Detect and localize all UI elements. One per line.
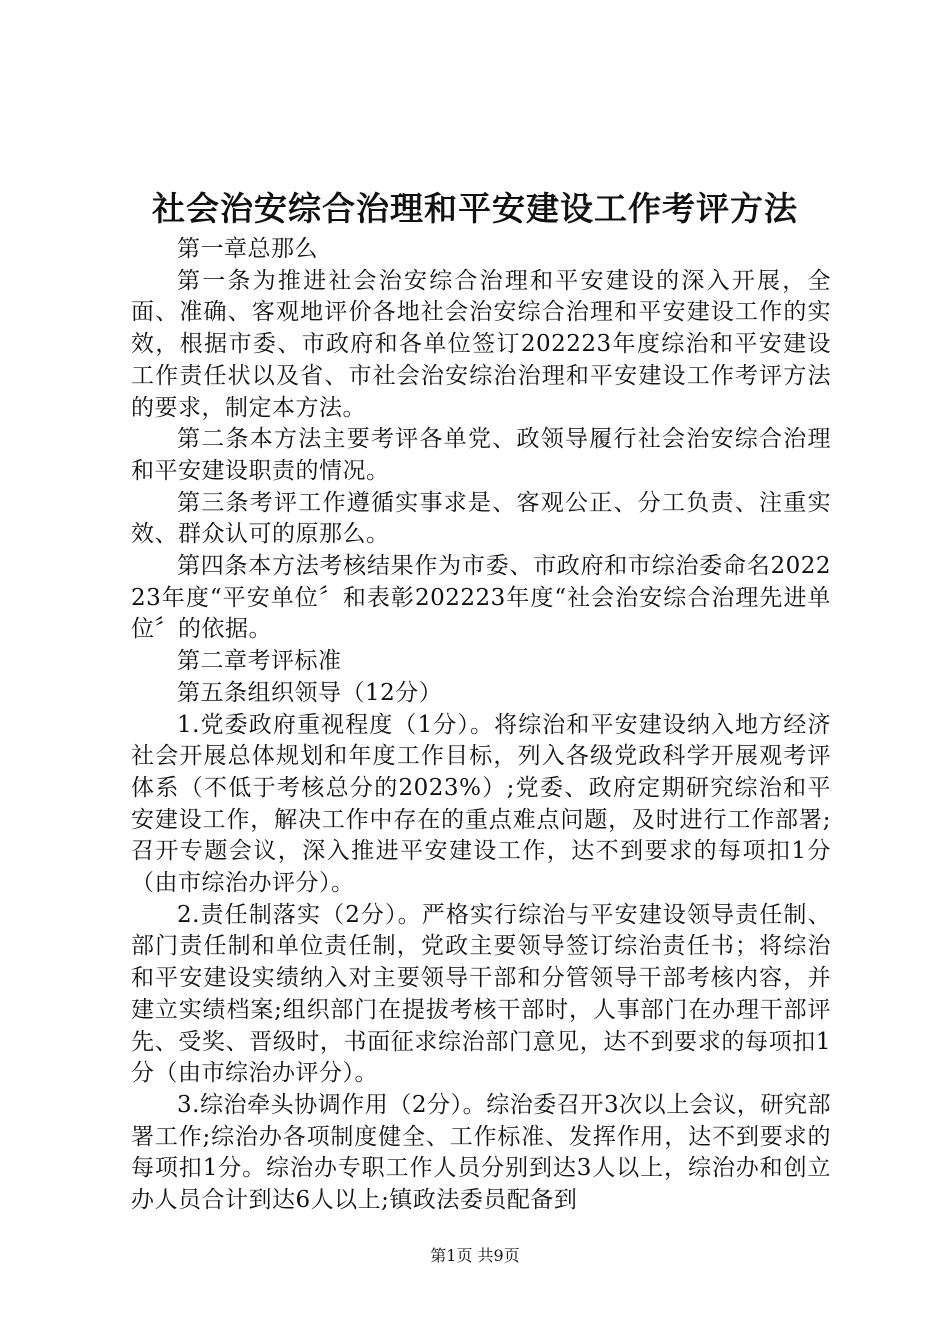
article-paragraph: 第四条本方法考核结果作为市委、市政府和市综治委命名202223年度“平安单位〞和表彰202223年度“社会治安综合治理先进单位〞的依据。 bbox=[131, 553, 831, 643]
item-paragraph: 1.党委政府重视程度（1分）。将综治和平安建设纳入地方经济社会开展总体规划和年度工作目标，列入各级党政科学开展观考评体系（不低于考核总分的2023%）;党委、政府定期研究综治和平安建设工作，解决工作中存在的重点难点问题，及时进行工作部署;召开专题会议，深入推进平安建设工作，达不到要求的每项扣1分（由市综治办评分）。 bbox=[131, 711, 831, 897]
document-body bbox=[131, 234, 831, 1217]
article-paragraph: 第五条组织领导（12分） bbox=[177, 679, 443, 706]
article-paragraph: 第一条为推进社会治安综合治理和平安建设的深入开展，全面、准确、客观地评价各地社会治安综合治理和平安建设工作的实效，根据市委、市政府和各单位签订202223年度综治和平安建设工作责任状以及省、市社会治安综治治理和平安建设工作考评方法的要求，制定本方法。 bbox=[131, 267, 831, 421]
article-paragraph: 第二条本方法主要考评各单党、政领导履行社会治安综合治理和平安建设职责的情况。 bbox=[131, 426, 831, 484]
chapter-heading: 第一章总那么 bbox=[177, 236, 318, 262]
item-paragraph: 2.责任制落实（2分）。严格实行综治与平安建设领导责任制、部门责任制和单位责任制，党政主要领导签订综治责任书；将综治和平安建设实绩纳入对主要领导干部和分管领导干部考核内容，并建立实绩档案;组织部门在提拔考核干部时，人事部门在办理干部评先、受奖、晋级时，书面征求综治部门意见，达不到要求的每项扣1分（由市综治办评分）。 bbox=[131, 901, 831, 1087]
chapter-heading: 第二章考评标准 bbox=[177, 648, 342, 675]
document-title: 社会治安综合治理和平安建设工作考评方法 bbox=[152, 189, 798, 228]
page-footer: 第1页 共9页 bbox=[430, 1246, 520, 1265]
article-paragraph: 第三条考评工作遵循实事求是、客观公正、分工负责、注重实效、群众认可的原那么。 bbox=[131, 489, 831, 548]
item-paragraph: 3.综治牵头协调作用（2分）。综治委召开3次以上会议，研究部署工作;综治办各项制度健全、工作标准、发挥作用，达不到要求的每项扣1分。综治办专职工作人员分别到达3人以上，综治办和创立办人员合计到达6人以上;镇政法委员配备到 bbox=[131, 1091, 831, 1214]
